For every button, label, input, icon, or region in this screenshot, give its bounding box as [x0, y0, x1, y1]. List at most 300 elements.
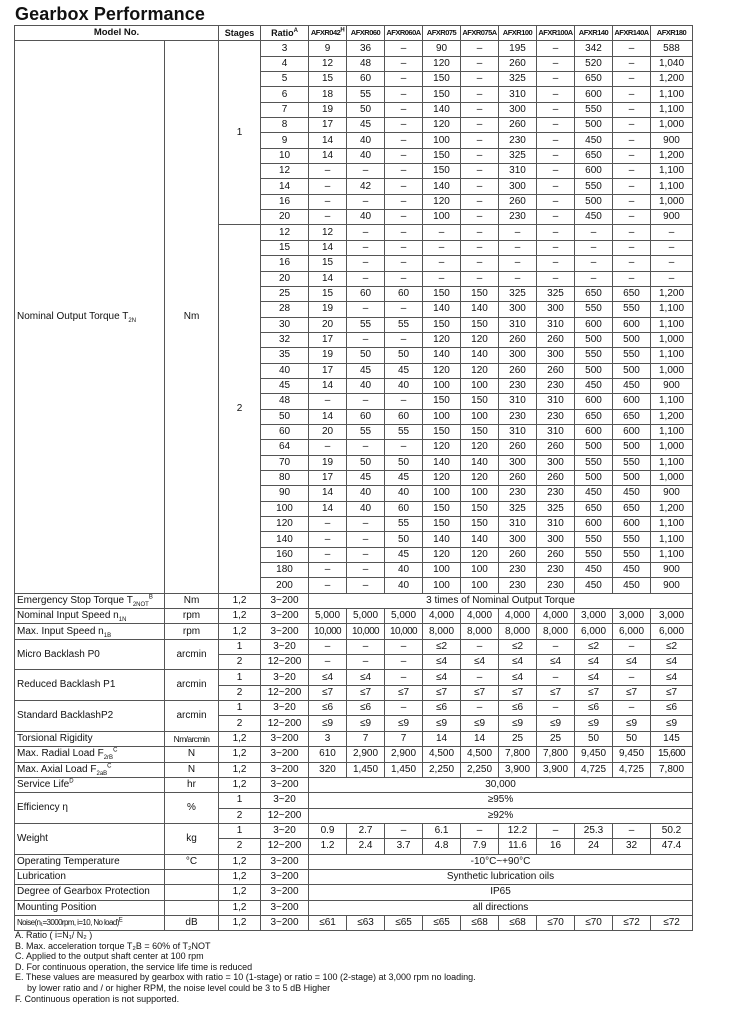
value-cell: – [613, 240, 651, 255]
value-cell: 150 [423, 87, 461, 102]
stage-cell: 1 [219, 670, 261, 685]
value-cell: 40 [385, 563, 423, 578]
value-cell: 7 [385, 731, 423, 746]
table-row [15, 731, 693, 746]
value-cell: 120 [461, 470, 499, 485]
value-cell: 600 [613, 317, 651, 332]
value-cell: 120 [423, 547, 461, 562]
value-cell: 450 [575, 378, 613, 393]
value-cell: 4,500 [423, 747, 461, 762]
value-cell: 550 [613, 302, 651, 317]
value-cell: 100 [423, 486, 461, 501]
stage-cell: 1,2 [219, 777, 261, 792]
value-cell: ≤9 [309, 716, 347, 731]
value-cell: – [309, 532, 347, 547]
spec-label: Nominal Input Speed $n_{1N}$ [15, 609, 165, 624]
value-cell: 230 [499, 578, 537, 593]
value-cell: 650 [613, 286, 651, 301]
value-cell: 140 [461, 532, 499, 547]
value-cell: 300 [499, 102, 537, 117]
spec-unit: Nm/arcmin [165, 731, 219, 746]
spec-label: Micro Backlash P0 [15, 639, 165, 670]
ratio-cell: 12 [261, 164, 309, 179]
value-cell: – [461, 210, 499, 225]
value-cell: – [537, 256, 575, 271]
table-row [15, 869, 693, 884]
value-cell: 6.1 [423, 823, 461, 838]
value-cell: 19 [309, 102, 347, 117]
ratio-cell: 10 [261, 148, 309, 163]
header-model-afxr180: AFXR180 [651, 26, 693, 41]
ratio-cell: 45 [261, 378, 309, 393]
value-cell: 650 [613, 409, 651, 424]
value-cell: – [461, 56, 499, 71]
value-cell: – [461, 240, 499, 255]
page-title: Gearbox Performance [15, 4, 205, 24]
value-cell: – [461, 87, 499, 102]
value-cell: 4,000 [537, 609, 575, 624]
value-cell: 1,100 [651, 179, 693, 194]
value-cell: 500 [575, 363, 613, 378]
value-cell: 450 [575, 486, 613, 501]
value-cell: – [461, 670, 499, 685]
value-cell: 310 [537, 394, 575, 409]
value-cell: 50 [385, 532, 423, 547]
header-ratio: Ratio$^A$ [261, 26, 309, 41]
stage-cell: 1,2 [219, 900, 261, 915]
value-cell: 120 [461, 332, 499, 347]
header-model-afxr140: AFXR140 [575, 26, 613, 41]
ratio-cell: 3~20 [261, 701, 309, 716]
value-cell: 150 [423, 501, 461, 516]
value-cell: 150 [461, 286, 499, 301]
value-cell: 100 [423, 409, 461, 424]
value-cell: 260 [537, 363, 575, 378]
value-cell: 150 [423, 148, 461, 163]
value-cell: 120 [423, 332, 461, 347]
value-cell: 14 [309, 378, 347, 393]
footnote: E. These values are measured by gearbox with ratio = 10 (1-stage) or ratio = 100 (2-stage) at 3,000 rpm no loading. [15, 972, 476, 983]
value-cell: ≤4 [347, 670, 385, 685]
value-cell: 25.3 [575, 823, 613, 838]
value-cell: 150 [461, 501, 499, 516]
ratio-cell: 3~20 [261, 823, 309, 838]
value-cell: – [347, 332, 385, 347]
value-cell: 45 [385, 363, 423, 378]
value-cell: 1,200 [651, 148, 693, 163]
value-cell: – [613, 56, 651, 71]
ratio-cell: 8 [261, 118, 309, 133]
value-cell: 14 [309, 486, 347, 501]
value-cell: – [613, 639, 651, 654]
value-cell: 10,000 [347, 624, 385, 639]
value-cell: 40 [385, 486, 423, 501]
value-cell: 325 [499, 501, 537, 516]
value-cell: – [385, 164, 423, 179]
footnote: B. Max. acceleration torque T₂B = 60% of T₂NOT [15, 940, 211, 951]
value-cell: 100 [461, 563, 499, 578]
value-cell: 7,800 [537, 747, 575, 762]
value-cell: 10,000 [309, 624, 347, 639]
value-cell: 1,200 [651, 72, 693, 87]
ratio-cell: 4 [261, 56, 309, 71]
value-cell: 60 [347, 409, 385, 424]
merged-value-cell: 30,000 [309, 777, 693, 792]
value-cell: – [309, 639, 347, 654]
value-cell: 300 [499, 348, 537, 363]
value-cell: 40 [347, 148, 385, 163]
value-cell: 150 [461, 394, 499, 409]
value-cell: – [309, 194, 347, 209]
value-cell: ≤2 [423, 639, 461, 654]
value-cell: 230 [499, 133, 537, 148]
value-cell: 320 [309, 762, 347, 777]
value-cell: ≤4 [499, 655, 537, 670]
value-cell: – [309, 210, 347, 225]
value-cell: 4,000 [423, 609, 461, 624]
value-cell: ≤9 [651, 716, 693, 731]
value-cell: 4,000 [461, 609, 499, 624]
value-cell: 230 [499, 378, 537, 393]
ratio-cell: 3~200 [261, 624, 309, 639]
value-cell: 60 [347, 72, 385, 87]
ratio-cell: 180 [261, 563, 309, 578]
value-cell: – [347, 563, 385, 578]
value-cell: 550 [613, 455, 651, 470]
value-cell: 600 [575, 317, 613, 332]
value-cell: 120 [423, 440, 461, 455]
value-cell: 60 [347, 286, 385, 301]
value-cell: 650 [613, 501, 651, 516]
value-cell: ≤7 [537, 685, 575, 700]
header-model-afxr060a: AFXR060A [385, 26, 423, 41]
ratio-cell: 3~200 [261, 915, 309, 930]
value-cell: 1,100 [651, 317, 693, 332]
value-cell: 500 [575, 470, 613, 485]
value-cell: 1,200 [651, 286, 693, 301]
value-cell: 120 [423, 194, 461, 209]
spec-label: Max. Radial Load $F_{2rB}^C$ [15, 747, 165, 762]
value-cell: – [537, 148, 575, 163]
value-cell: – [537, 823, 575, 838]
value-cell: 325 [499, 148, 537, 163]
value-cell: 2,250 [461, 762, 499, 777]
value-cell: 500 [613, 363, 651, 378]
value-cell: 600 [613, 517, 651, 532]
ratio-cell: 12 [261, 225, 309, 240]
ratio-cell: 70 [261, 455, 309, 470]
value-cell: 14 [309, 148, 347, 163]
value-cell: 300 [499, 455, 537, 470]
value-cell: 15 [309, 286, 347, 301]
value-cell: 260 [499, 194, 537, 209]
value-cell: ≤4 [575, 670, 613, 685]
value-cell: 1,100 [651, 517, 693, 532]
value-cell: – [537, 179, 575, 194]
table-row [15, 747, 693, 762]
value-cell: – [613, 148, 651, 163]
value-cell: 450 [575, 578, 613, 593]
spec-unit: rpm [165, 609, 219, 624]
value-cell: 230 [537, 409, 575, 424]
value-cell: 16 [537, 839, 575, 854]
ratio-cell: 3~200 [261, 609, 309, 624]
value-cell: ≤63 [347, 915, 385, 930]
value-cell: 450 [575, 210, 613, 225]
ratio-cell: 50 [261, 409, 309, 424]
value-cell: 40 [347, 378, 385, 393]
value-cell: – [651, 271, 693, 286]
value-cell: ≤9 [423, 716, 461, 731]
ratio-cell: 140 [261, 532, 309, 547]
value-cell: 300 [537, 348, 575, 363]
value-cell: 140 [423, 179, 461, 194]
ratio-cell: 3~200 [261, 885, 309, 900]
value-cell: – [385, 194, 423, 209]
value-cell: ≤7 [423, 685, 461, 700]
stage-cell: 1,2 [219, 609, 261, 624]
value-cell: 15 [309, 256, 347, 271]
ratio-cell: 6 [261, 87, 309, 102]
value-cell: – [537, 701, 575, 716]
value-cell: 500 [575, 194, 613, 209]
value-cell: 55 [347, 424, 385, 439]
ratio-cell: 80 [261, 470, 309, 485]
ratio-cell: 20 [261, 271, 309, 286]
value-cell: 500 [575, 440, 613, 455]
value-cell: 45 [347, 363, 385, 378]
value-cell: – [575, 225, 613, 240]
value-cell: 120 [461, 440, 499, 455]
value-cell: 260 [499, 332, 537, 347]
value-cell: 550 [575, 547, 613, 562]
value-cell: 140 [461, 455, 499, 470]
value-cell: – [385, 394, 423, 409]
value-cell: 4,725 [575, 762, 613, 777]
value-cell: 100 [423, 578, 461, 593]
value-cell: 4.8 [423, 839, 461, 854]
value-cell: ≤68 [461, 915, 499, 930]
value-cell: 1,000 [651, 363, 693, 378]
value-cell: 300 [499, 532, 537, 547]
value-cell: 60 [385, 409, 423, 424]
value-cell: ≤9 [347, 716, 385, 731]
value-cell: – [385, 210, 423, 225]
value-cell: 900 [651, 378, 693, 393]
value-cell: 100 [461, 409, 499, 424]
value-cell: 14 [309, 409, 347, 424]
value-cell: 50 [385, 455, 423, 470]
ratio-cell: 3~200 [261, 762, 309, 777]
value-cell: ≤65 [423, 915, 461, 930]
value-cell: 10,000 [385, 624, 423, 639]
value-cell: 450 [613, 378, 651, 393]
value-cell: 150 [461, 424, 499, 439]
spec-label: Max. Axial Load $F_{2aB}^C$ [15, 762, 165, 777]
value-cell: – [385, 701, 423, 716]
header-model-afxr075a: AFXR075A [461, 26, 499, 41]
value-cell: 140 [423, 302, 461, 317]
ratio-cell: 3~200 [261, 854, 309, 869]
value-cell: – [613, 823, 651, 838]
value-cell: 6,000 [613, 624, 651, 639]
value-cell: 1,450 [347, 762, 385, 777]
value-cell: 260 [499, 363, 537, 378]
value-cell: – [499, 256, 537, 271]
value-cell: ≤4 [613, 655, 651, 670]
table-row [15, 593, 693, 608]
value-cell: 550 [613, 547, 651, 562]
spec-unit: N [165, 762, 219, 777]
header-model-afxr140a: AFXR140A [613, 26, 651, 41]
value-cell: 310 [499, 517, 537, 532]
value-cell: 325 [537, 286, 575, 301]
spec-unit: rpm [165, 624, 219, 639]
value-cell: – [347, 547, 385, 562]
ratio-cell: 3~20 [261, 793, 309, 808]
value-cell: 195 [499, 41, 537, 56]
ratio-cell: 200 [261, 578, 309, 593]
value-cell: ≤6 [499, 701, 537, 716]
value-cell: 60 [385, 286, 423, 301]
value-cell: 1,200 [651, 409, 693, 424]
value-cell: 50 [613, 731, 651, 746]
ratio-cell: 90 [261, 486, 309, 501]
value-cell: 90 [423, 41, 461, 56]
value-cell: 550 [575, 455, 613, 470]
value-cell: – [385, 332, 423, 347]
ratio-cell: 14 [261, 179, 309, 194]
spec-label: Service Life$^D$ [15, 777, 165, 792]
value-cell: 1.2 [309, 839, 347, 854]
stage-cell: 2 [219, 808, 261, 823]
spec-unit: Nm [165, 593, 219, 608]
value-cell: 45 [385, 547, 423, 562]
value-cell: 19 [309, 348, 347, 363]
table-row [15, 885, 693, 900]
value-cell: 3,900 [499, 762, 537, 777]
value-cell: 24 [575, 839, 613, 854]
stage-cell: 1,2 [219, 885, 261, 900]
value-cell: – [423, 271, 461, 286]
value-cell: – [347, 578, 385, 593]
value-cell: – [537, 194, 575, 209]
value-cell: 18 [309, 87, 347, 102]
ratio-cell: 9 [261, 133, 309, 148]
value-cell: ≤7 [347, 685, 385, 700]
value-cell: 8,000 [423, 624, 461, 639]
value-cell: 17 [309, 363, 347, 378]
spec-unit: arcmin [165, 670, 219, 701]
value-cell: – [347, 532, 385, 547]
value-cell: – [385, 271, 423, 286]
value-cell: – [537, 102, 575, 117]
ratio-cell: 3~200 [261, 869, 309, 884]
value-cell: 300 [499, 179, 537, 194]
table-row [15, 762, 693, 777]
value-cell: 100 [423, 133, 461, 148]
value-cell: ≤4 [309, 670, 347, 685]
value-cell: – [537, 56, 575, 71]
value-cell: 50 [385, 348, 423, 363]
value-cell: ≤70 [575, 915, 613, 930]
value-cell: – [347, 271, 385, 286]
stage-cell: 1 [219, 701, 261, 716]
value-cell: 900 [651, 578, 693, 593]
value-cell: 36 [347, 41, 385, 56]
value-cell: 600 [613, 424, 651, 439]
table-row [15, 670, 693, 685]
value-cell: 260 [499, 440, 537, 455]
spec-unit [165, 900, 219, 915]
value-cell: – [613, 102, 651, 117]
value-cell: 310 [499, 164, 537, 179]
header-model-no: Model No. [15, 26, 219, 41]
value-cell: 25 [537, 731, 575, 746]
value-cell: 7,800 [499, 747, 537, 762]
value-cell: – [423, 225, 461, 240]
table-row [15, 701, 693, 716]
value-cell: – [385, 670, 423, 685]
value-cell: ≤72 [613, 915, 651, 930]
value-cell: 150 [423, 517, 461, 532]
ratio-cell: 64 [261, 440, 309, 455]
spec-unit: kg [165, 823, 219, 854]
value-cell: 55 [385, 517, 423, 532]
merged-value-cell: Synthetic lubrication oils [309, 869, 693, 884]
value-cell: 17 [309, 118, 347, 133]
table-header-row [15, 26, 693, 41]
value-cell: – [537, 670, 575, 685]
value-cell: 7,800 [651, 762, 693, 777]
value-cell: ≤6 [651, 701, 693, 716]
value-cell: – [347, 655, 385, 670]
value-cell: 14 [309, 501, 347, 516]
footnote: D. For continuous operation, the service life time is reduced [15, 961, 253, 972]
table-row [15, 854, 693, 869]
value-cell: 1,100 [651, 394, 693, 409]
value-cell: – [347, 225, 385, 240]
value-cell: 55 [385, 317, 423, 332]
value-cell: 20 [309, 424, 347, 439]
value-cell: ≤6 [347, 701, 385, 716]
value-cell: 1,100 [651, 102, 693, 117]
value-cell: 9 [309, 41, 347, 56]
value-cell: 19 [309, 302, 347, 317]
spec-label: Emergency Stop Torque $T_{2NOT}^B$ [15, 593, 165, 608]
value-cell: 650 [575, 409, 613, 424]
value-cell: – [347, 394, 385, 409]
value-cell: 230 [537, 563, 575, 578]
value-cell: 140 [423, 532, 461, 547]
value-cell: 100 [461, 578, 499, 593]
ratio-cell: 12~200 [261, 808, 309, 823]
table-row [15, 41, 693, 56]
ratio-cell: 3~200 [261, 593, 309, 608]
value-cell: ≤9 [613, 716, 651, 731]
value-cell: 100 [423, 210, 461, 225]
value-cell: – [347, 302, 385, 317]
value-cell: 550 [575, 102, 613, 117]
value-cell: 2,250 [423, 762, 461, 777]
value-cell: – [461, 194, 499, 209]
value-cell: ≤2 [651, 639, 693, 654]
ratio-cell: 30 [261, 317, 309, 332]
ratio-cell: 16 [261, 256, 309, 271]
value-cell: 550 [613, 532, 651, 547]
value-cell: ≤4 [499, 670, 537, 685]
value-cell: – [385, 87, 423, 102]
